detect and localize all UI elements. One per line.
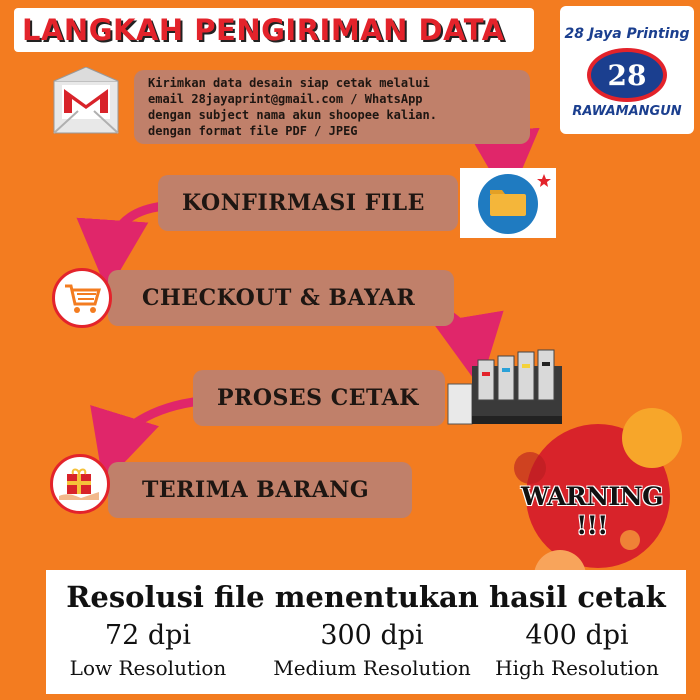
step-print-process: [193, 370, 445, 426]
folder-icon-box: [460, 168, 556, 238]
printer-icon: [444, 346, 566, 430]
page-title: LANGKAH PENGIRIMAN DATA: [14, 8, 534, 52]
folder-icon: [460, 168, 556, 238]
arrow-confirm-to-checkout: [110, 206, 164, 256]
cart-icon: [52, 268, 112, 328]
step-confirm-file: [158, 175, 458, 231]
intro-line: dengan format file PDF / JPEG: [148, 124, 358, 138]
step-checkout-pay: [108, 270, 454, 326]
dpi-value-medium: 300 dpi: [320, 620, 424, 651]
mail-icon: [52, 67, 120, 137]
step-label: KONFIRMASI FILE: [182, 190, 425, 216]
intro-line: dengan subject nama akun shoopee kalian.: [148, 108, 437, 122]
logo-mark: 28: [587, 48, 667, 102]
warning-label: WARNING !!!: [521, 482, 663, 540]
logo-bottom-text: RAWAMANGUN: [572, 104, 682, 119]
step-label: CHECKOUT & BAYAR: [142, 285, 416, 311]
step-receive-goods: [108, 462, 412, 518]
dpi-label-medium: Medium Resolution: [273, 656, 471, 680]
dpi-label-high: High Resolution: [495, 656, 659, 680]
gift-icon-glyph: [59, 466, 101, 502]
gift-icon: [50, 454, 110, 514]
step-label: PROSES CETAK: [217, 385, 419, 411]
dpi-label-low: Low Resolution: [69, 656, 227, 680]
intro-line: Kirimkan data desain siap cetak melalui: [148, 76, 430, 90]
logo-top-text: 28 Jaya Printing: [564, 26, 690, 42]
dpi-value-low: 72 dpi: [104, 620, 192, 651]
resolution-title: Resolusi file menentukan hasil cetak: [66, 580, 666, 614]
intro-line: email 28jayaprint@gmail.com / WhatsApp: [148, 92, 423, 106]
step-label: TERIMA BARANG: [142, 477, 370, 503]
dpi-value-high: 400 dpi: [525, 620, 629, 651]
intro-instructions: [134, 70, 530, 144]
cart-icon-glyph: [63, 282, 101, 314]
